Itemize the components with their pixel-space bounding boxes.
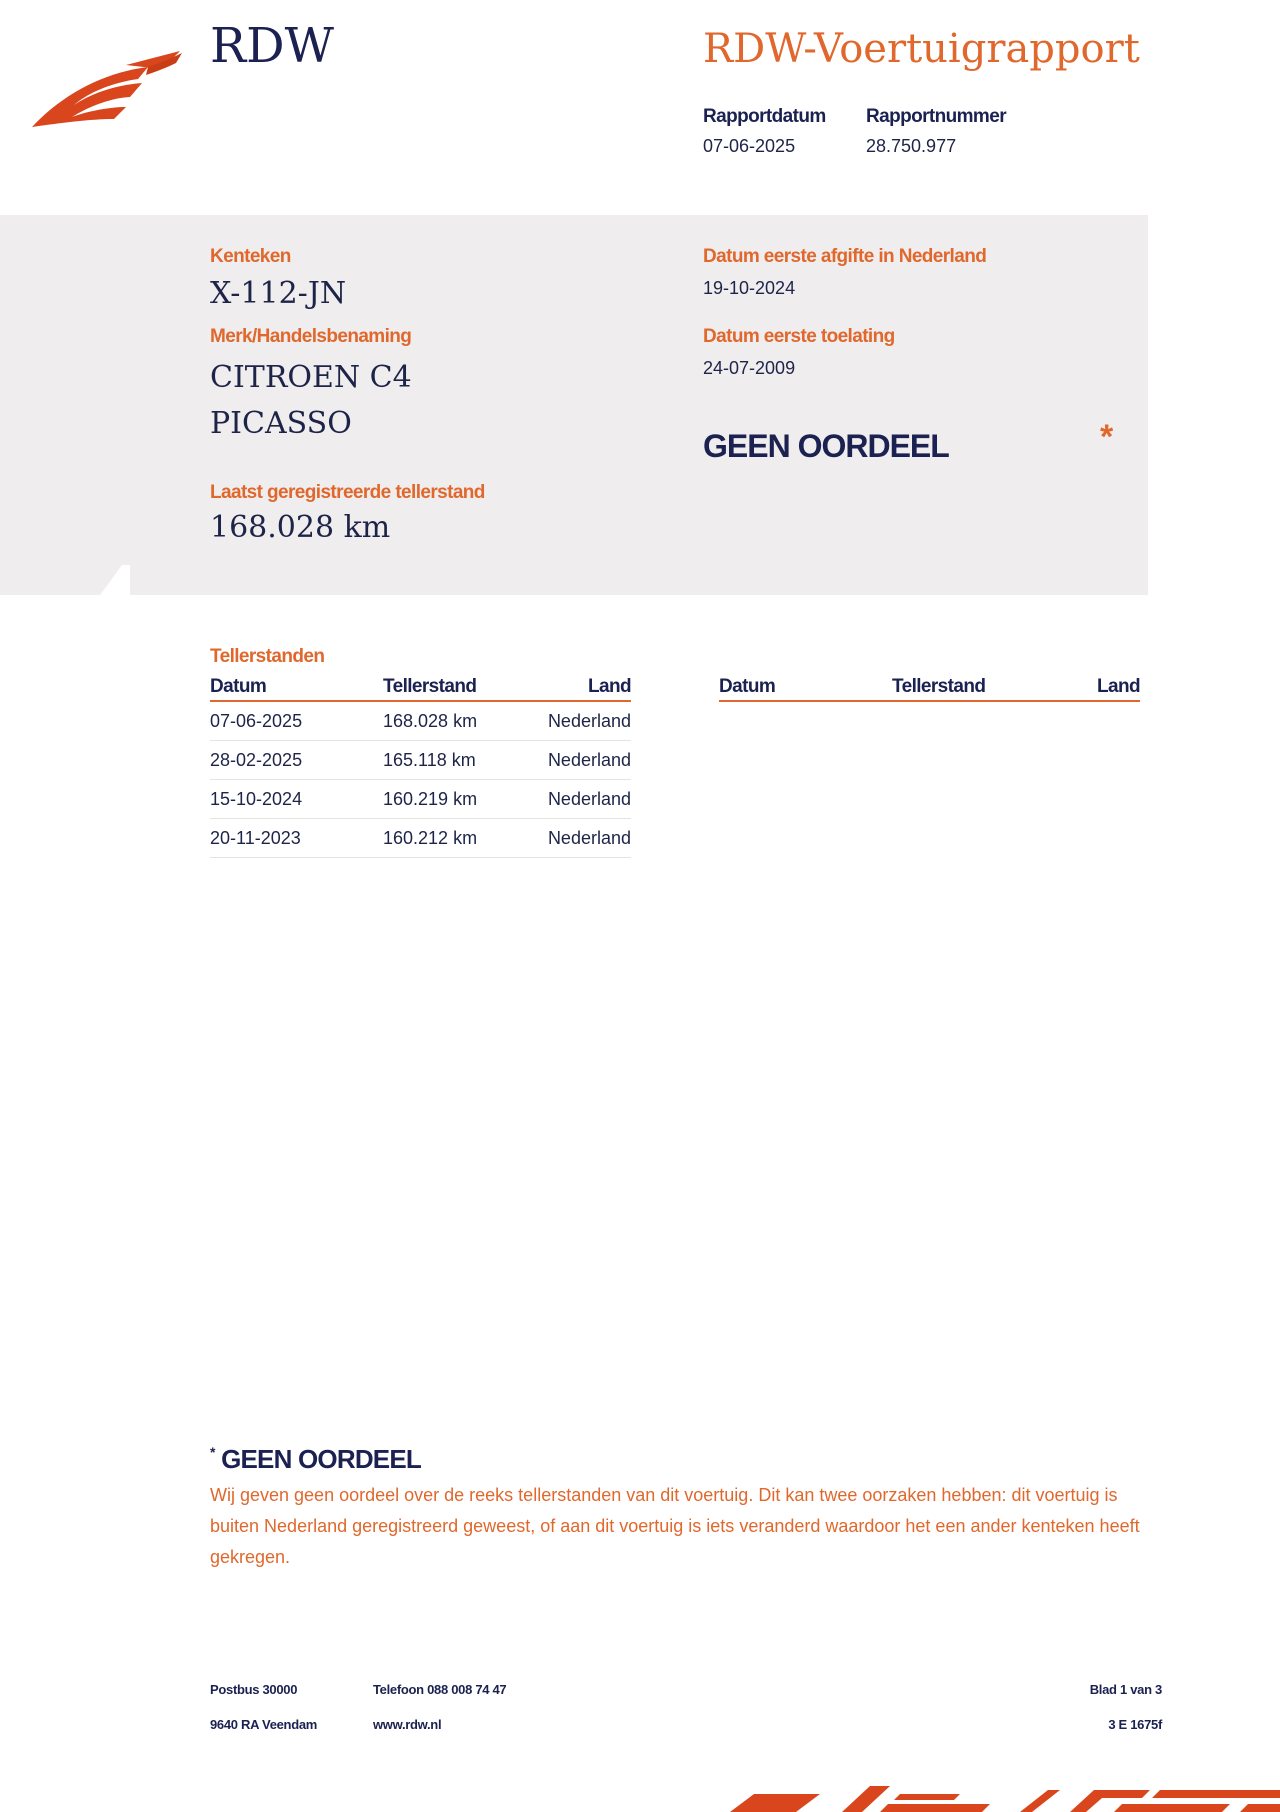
make-value-line1: CITROEN C4 [210,360,412,395]
col-date: Datum [719,676,892,701]
cell-odometer: 160.212 km [383,819,533,858]
cell-odometer: 168.028 km [383,701,533,741]
report-date-label: Rapportdatum [703,106,826,127]
brand-name: RDW [210,18,334,74]
first-issue-nl-label: Datum eerste afgifte in Nederland [703,246,987,267]
readings-title: Tellerstanden [210,646,325,667]
make-value-line2: PICASSO [210,406,352,441]
rdw-logo-icon [30,45,190,130]
col-date: Datum [210,676,383,701]
footer-postbus: Postbus 30000 [210,1682,298,1697]
footer-phone: Telefoon 088 008 74 47 [373,1682,507,1697]
footnote-mark: * [210,1444,215,1460]
plate-value: X-112-JN [210,276,347,311]
table-row [210,780,631,819]
first-issue-nl-value: 19-10-2024 [703,278,796,298]
document-title: RDW-Voertuigrapport [703,26,1140,72]
cell-country: Nederland [533,780,631,819]
first-admission-value: 24-07-2009 [703,358,796,378]
footer-address: 9640 RA Veendam [210,1717,318,1732]
report-number-value: 28.750.977 [866,136,957,156]
report-date-value: 07-06-2025 [703,136,796,156]
plate-label: Kenteken [210,246,291,267]
footer-page-number: Blad 1 van 3 [1089,1682,1162,1697]
verdict-footnote-mark: * [1100,418,1114,456]
cell-date: 15-10-2024 [210,780,383,819]
col-country: Land [533,676,631,701]
verdict: GEEN OORDEEL [703,428,949,464]
footer-stripes-graphic [730,1786,1280,1812]
footnote-title [210,1444,421,1475]
odometer-value: 168.028 km [210,510,391,545]
panel-notch [0,565,130,595]
vehicle-summary-panel [0,215,1148,595]
footer-website: www.rdw.nl [373,1717,442,1732]
cell-odometer: 160.219 km [383,780,533,819]
footer-document-code: 3 E 1675f [1108,1717,1162,1732]
table-row [210,741,631,780]
col-odometer: Tellerstand [892,676,1042,701]
table-row [210,819,631,858]
make-label: Merk/Handelsbenaming [210,326,412,347]
cell-country: Nederland [533,819,631,858]
cell-odometer: 165.118 km [383,741,533,780]
odometer-label: Laatst geregistreerde tellerstand [210,482,485,503]
col-country: Land [1042,676,1140,701]
first-admission-label: Datum eerste toelating [703,326,895,347]
footnote-body: Wij geven geen oordeel over de reeks tellerstanden van dit voertuig. Dit kan twee oorzaken hebben: dit voertuig is buiten Nederland geregistreerd geweest, of aan dit voertuig is iets veranderd waardoor het een ander kenteken heeft gekregen. [210,1485,1140,1567]
cell-date: 07-06-2025 [210,701,383,741]
readings-table-continued [719,676,1140,702]
col-odometer: Tellerstand [383,676,533,701]
cell-date: 28-02-2025 [210,741,383,780]
cell-date: 20-11-2023 [210,819,383,858]
footnote-title-text: GEEN OORDEEL [221,1444,421,1474]
cell-country: Nederland [533,741,631,780]
report-number-label: Rapportnummer [866,106,1006,127]
readings-table [210,676,631,858]
cell-country: Nederland [533,701,631,741]
table-row [210,701,631,741]
